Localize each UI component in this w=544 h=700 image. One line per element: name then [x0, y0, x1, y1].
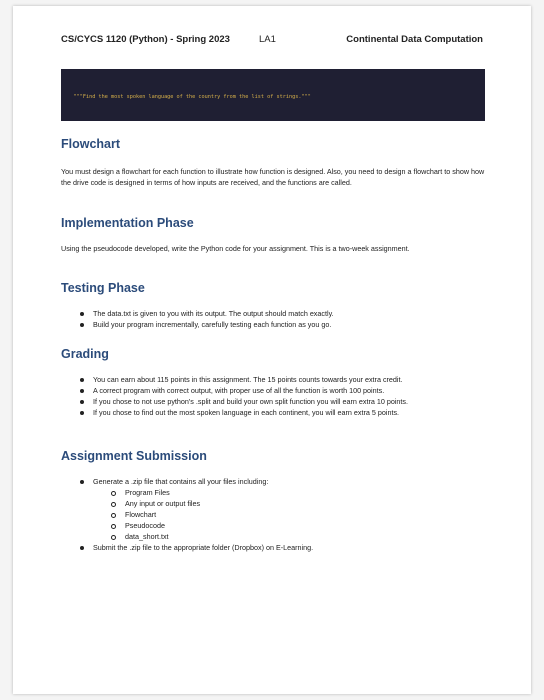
list-item: If you chose to not use python's .split and build your own split function you will earn extra 10 points.	[61, 396, 485, 407]
section-flowchart	[61, 136, 485, 188]
list-item: The data.txt is given to you with its output. The output should match exactly.	[61, 308, 485, 319]
document-page	[13, 6, 531, 694]
heading-flowchart: Flowchart	[61, 137, 121, 151]
heading-grading: Grading	[61, 347, 109, 361]
list-item	[61, 476, 485, 487]
heading-submission: Assignment Submission	[61, 449, 207, 463]
flowchart-text: You must design a flowchart for each function to illustrate how function is designed. Also, you need to design a flowchart to show how the drive code is designed in terms of how inputs are received, and the functions are called.	[61, 167, 485, 187]
list-item: You can earn about 115 points in this assignment. The 15 points counts towards your extra credit.	[61, 374, 485, 385]
assignment-label: LA1	[259, 34, 276, 45]
testing-list	[61, 308, 485, 330]
list-item: If you chose to find out the most spoken language in each continent, you will earn extra 5 points.	[61, 407, 485, 418]
sublist-item: data_short.txt	[61, 531, 485, 542]
implementation-text: Using the pseudocode developed, write the Python code for your assignment. This is a two-week assignment.	[61, 244, 410, 253]
heading-implementation: Implementation Phase	[61, 216, 194, 230]
heading-testing: Testing Phase	[61, 281, 145, 295]
list-item: Build your program incrementally, carefully testing each function as you go.	[61, 319, 485, 330]
submission-sublist	[61, 487, 485, 542]
list-item: Submit the .zip file to the appropriate folder (Dropbox) on E-Learning.	[61, 542, 485, 553]
section-implementation	[61, 215, 485, 254]
course-label: CS/CYCS 1120 (Python) - Spring 2023	[61, 34, 230, 45]
code-line-1: """Find the most spoken language of the country from the list of strings."""	[61, 94, 311, 100]
submission-item-text: Generate a .zip file that contains all your files including:	[93, 477, 269, 486]
page-header	[61, 34, 483, 50]
code-snippet	[61, 69, 485, 121]
section-submission	[61, 448, 485, 553]
document-title: Continental Data Computation	[346, 34, 483, 45]
grading-list	[61, 374, 485, 418]
section-testing	[61, 280, 485, 330]
submission-list-end	[61, 542, 485, 553]
submission-list	[61, 476, 485, 487]
section-grading	[61, 346, 485, 418]
sublist-item: Flowchart	[61, 509, 485, 520]
sublist-item: Any input or output files	[61, 498, 485, 509]
list-item: A correct program with correct output, with proper use of all the function is worth 100 points.	[61, 385, 485, 396]
sublist-item: Program Files	[61, 487, 485, 498]
sublist-item: Pseudocode	[61, 520, 485, 531]
